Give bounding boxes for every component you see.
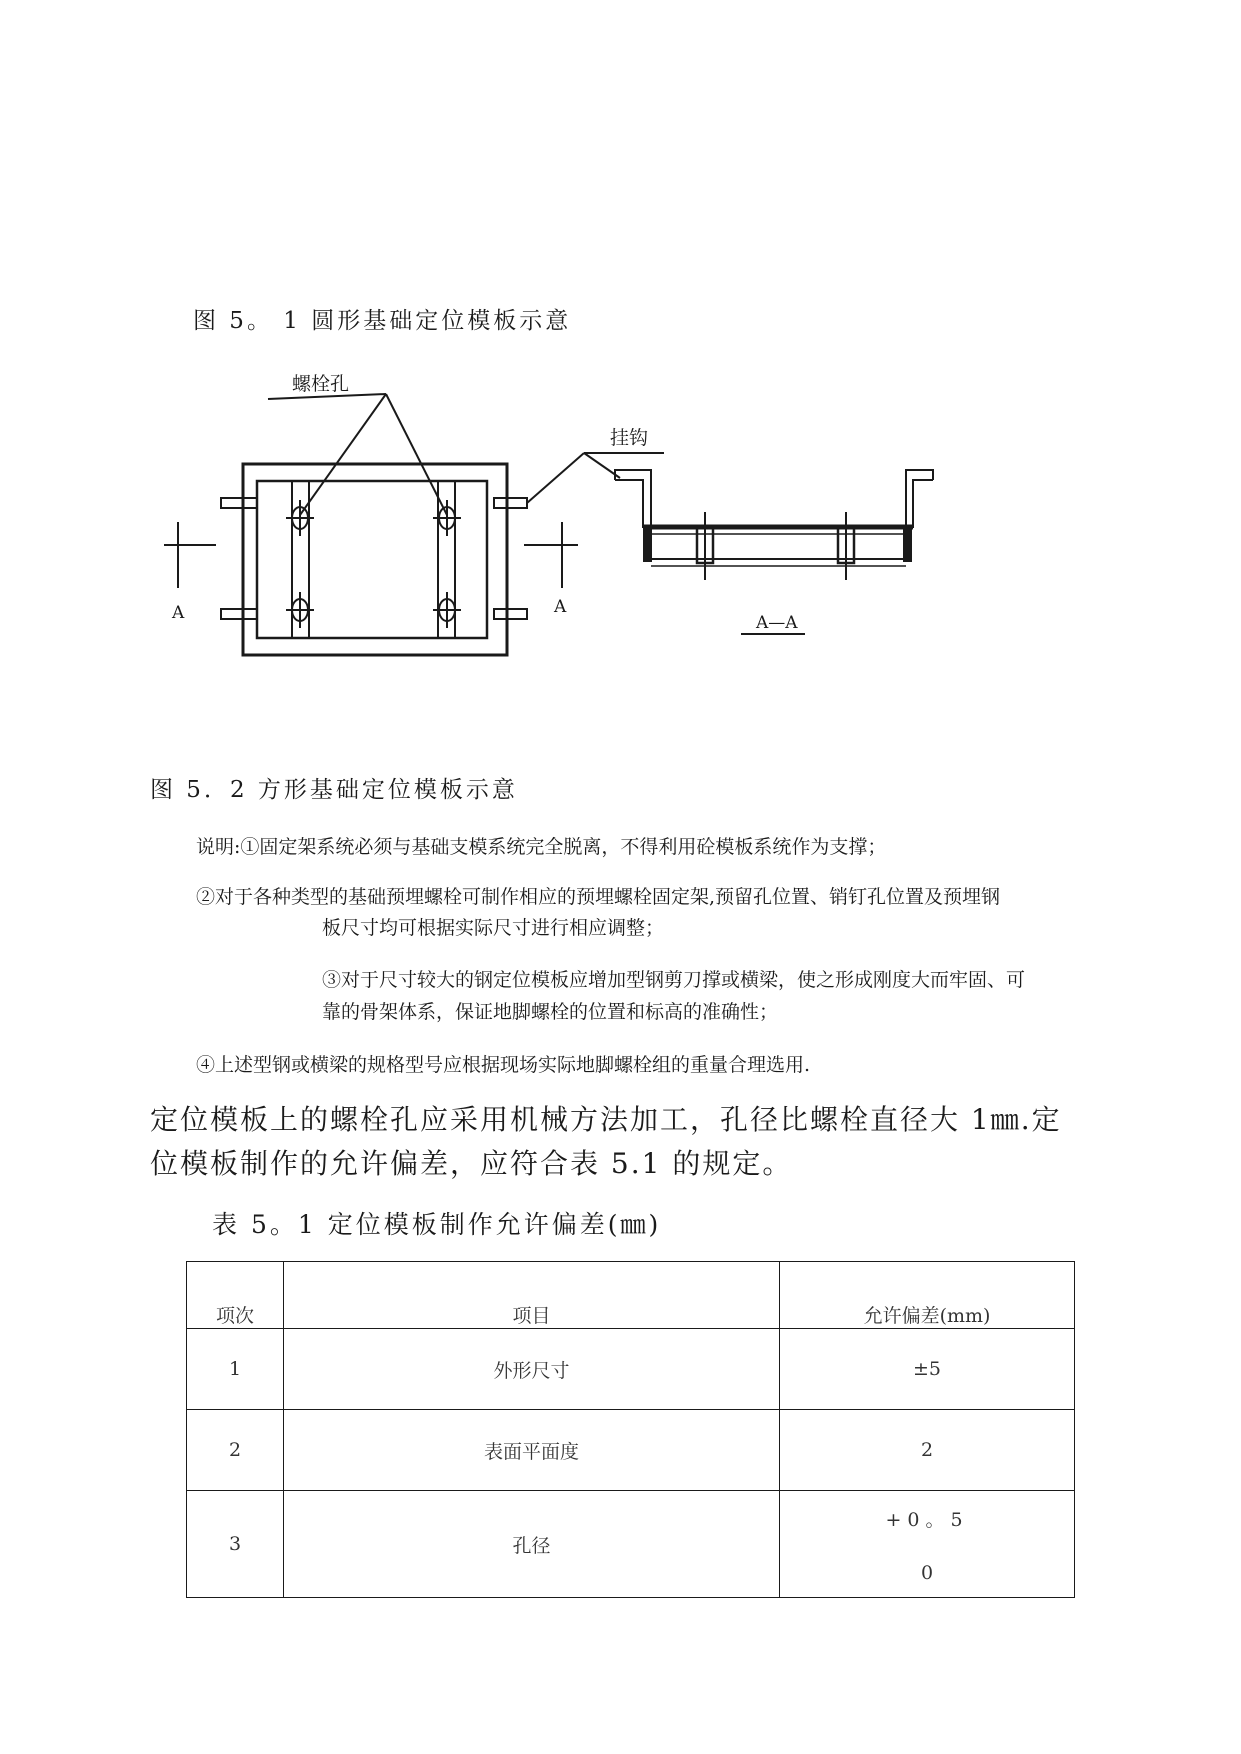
section-mark-left xyxy=(164,522,216,623)
header-item: 项目 xyxy=(284,1262,780,1329)
section-mark-right xyxy=(524,522,578,617)
cell-no: 3 xyxy=(187,1491,284,1598)
note-line: 靠的骨架体系，保证地脚螺栓的位置和标高的准确性； xyxy=(322,1001,779,1023)
tolerance-lower: 0 xyxy=(920,1561,934,1584)
body-paragraph-line: 定位模板上的螺栓孔应采用机械方法加工，孔径比螺栓直径大 1㎜.定 xyxy=(150,1103,1062,1136)
figure-caption-1: 图 5。 1 圆形基础定位模板示意 xyxy=(193,308,572,334)
cell-item: 外形尺寸 xyxy=(284,1329,780,1410)
cell-no: 1 xyxy=(187,1329,284,1410)
tolerance-table xyxy=(186,1261,1075,1598)
label-bolt-holes: 螺栓孔 xyxy=(292,373,350,395)
label-hook: 挂钩 xyxy=(610,427,649,449)
tolerance-upper: +0。5 xyxy=(885,1508,969,1531)
cell-no: 2 xyxy=(187,1410,284,1491)
table-row xyxy=(187,1410,1075,1491)
table-header-row xyxy=(187,1262,1075,1329)
svg-text:A: A xyxy=(172,603,185,623)
table-caption: 表 5。1 定位模板制作允许偏差(㎜) xyxy=(212,1210,662,1239)
note-line: ②对于各种类型的基础预埋螺栓可制作相应的预埋螺栓固定架,预留孔位置、销钉孔位置及预埋钢 xyxy=(196,886,1001,908)
leader-line xyxy=(300,394,386,515)
cell-tolerance xyxy=(780,1491,1075,1598)
table-row xyxy=(187,1491,1075,1598)
cell-tolerance: 2 xyxy=(780,1410,1075,1491)
note-line: ④上述型钢或横梁的规格型号应根据现场实际地脚螺栓组的重量合理选用. xyxy=(196,1054,811,1076)
header-tolerance: 允许偏差(mm) xyxy=(780,1262,1075,1329)
cell-item: 表面平面度 xyxy=(284,1410,780,1491)
section-view xyxy=(615,470,933,580)
note-line: ③对于尺寸较大的钢定位模板应增加型钢剪刀撑或横梁，使之形成刚度大而牢固、可 xyxy=(322,969,1026,991)
table-row xyxy=(187,1329,1075,1410)
plan-view xyxy=(221,464,527,655)
cell-item: 孔径 xyxy=(284,1491,780,1598)
figure-caption-2: 图 5．2 方形基础定位模板示意 xyxy=(150,777,518,803)
template-drawing xyxy=(0,0,1241,700)
cell-tolerance: ±5 xyxy=(780,1329,1075,1410)
note-line: 板尺寸均可根据实际尺寸进行相应调整； xyxy=(322,917,665,939)
header-no: 项次 xyxy=(187,1262,284,1329)
section-title: A—A xyxy=(756,613,798,633)
svg-text:A: A xyxy=(554,597,567,617)
body-paragraph-line: 位模板制作的允许偏差，应符合表 5.1 的规定。 xyxy=(150,1147,793,1180)
note-line: 说明:①固定架系统必须与基础支模系统完全脱离，不得利用砼模板系统作为支撑； xyxy=(196,836,887,858)
hook-leader-line xyxy=(527,453,584,503)
